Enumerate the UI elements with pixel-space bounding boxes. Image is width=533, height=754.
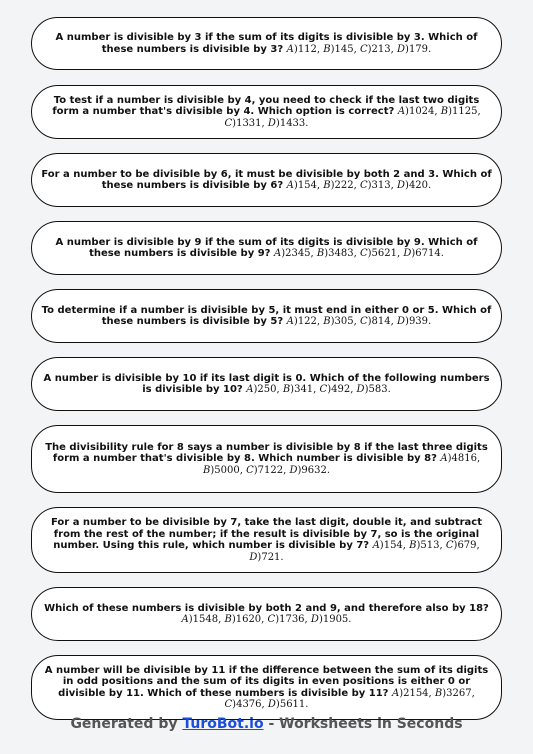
option-value: 222 bbox=[334, 180, 354, 191]
option-value: 341 bbox=[294, 384, 314, 395]
question-card bbox=[31, 655, 502, 720]
option-letter: D bbox=[397, 180, 406, 191]
question-text: Which of these numbers is divisible by both 2 and 9, and therefore also by 18? bbox=[44, 602, 489, 614]
question-content bbox=[40, 169, 493, 192]
option-value: 3267 bbox=[446, 687, 472, 699]
answer-option: B)3267, bbox=[434, 687, 475, 699]
answer-option: B)5000, bbox=[202, 464, 247, 476]
answer-option: B)222, bbox=[323, 180, 360, 191]
option-value: 154 bbox=[297, 180, 317, 191]
option-letter: D bbox=[403, 248, 412, 259]
option-letter: B bbox=[282, 384, 291, 395]
option-letter: D bbox=[289, 464, 298, 476]
option-letter: C bbox=[246, 464, 254, 476]
option-value: 5000 bbox=[214, 464, 240, 476]
answer-option: B)1125, bbox=[440, 106, 481, 118]
answer-option: B)305, bbox=[323, 316, 360, 327]
question-text: For a number to be divisible by 7, take the last digit, double it, and subtract from the rest of the number; if the result is divisible by 7, so is the original number. Using this rule, which number is divisible by 7? bbox=[50, 517, 482, 551]
option-value: 1125 bbox=[452, 106, 478, 118]
option-letter: D bbox=[397, 316, 406, 327]
answer-option: D)5611. bbox=[267, 699, 309, 710]
option-letter: B bbox=[316, 248, 325, 259]
question-content bbox=[40, 373, 493, 396]
question-text: A number will be divisible by 11 if the difference between the sum of its digits in odd positions and the sum of its digits in even positions is either 0 or divisible by 11. Which of these numbers is divisible by 11? bbox=[44, 664, 489, 699]
answer-option: C)1331, bbox=[224, 117, 268, 129]
option-letter: B bbox=[434, 687, 443, 699]
answer-option: A)250, bbox=[246, 384, 283, 395]
option-value: 145 bbox=[334, 43, 354, 55]
option-letter: A bbox=[397, 106, 406, 118]
option-letter: A bbox=[273, 248, 282, 259]
answer-option: D)939. bbox=[397, 316, 432, 327]
answer-option: C)213, bbox=[359, 43, 397, 55]
question-card bbox=[31, 17, 502, 70]
question-card bbox=[31, 153, 502, 207]
answer-option: C)492, bbox=[319, 384, 357, 395]
option-letter: C bbox=[445, 540, 454, 551]
answer-option: B)341, bbox=[282, 384, 320, 395]
footer-prefix: Generated by bbox=[70, 716, 178, 732]
answer-option: C)313, bbox=[359, 180, 397, 191]
option-value: 814 bbox=[371, 316, 391, 327]
option-letter: C bbox=[359, 43, 368, 55]
answer-option: B)3483, bbox=[316, 248, 360, 259]
question-content bbox=[40, 32, 493, 55]
question-text: A number is divisible by 9 if the sum of its digits is divisible by 9. Which of these numbers is divisible by 9? bbox=[55, 236, 478, 259]
footer bbox=[0, 716, 533, 732]
option-letter: D bbox=[397, 43, 406, 55]
question-text: A number is divisible by 3 if the sum of its digits is divisible by 3. Which of these numbers is divisible by 3? bbox=[55, 32, 478, 55]
question-card bbox=[31, 357, 502, 411]
footer-suffix: - Worksheets in Seconds bbox=[268, 716, 463, 732]
question-text: The divisibility rule for 8 says a number is divisible by 8 if the last three digits form a number that's divisible by 8. Which number is divisible by 8? bbox=[45, 441, 488, 465]
option-value: 213 bbox=[371, 43, 391, 55]
brand-link[interactable]: TuroBot.io bbox=[182, 716, 264, 732]
answer-option: A)154, bbox=[286, 180, 324, 191]
option-letter: C bbox=[359, 180, 368, 191]
option-value: 5621 bbox=[371, 248, 397, 259]
answer-option: B)145, bbox=[323, 43, 360, 55]
question-card bbox=[31, 221, 502, 275]
option-value: 492 bbox=[331, 384, 351, 395]
option-value: 721 bbox=[261, 551, 281, 563]
question-content bbox=[40, 665, 493, 711]
option-value: 513 bbox=[420, 540, 440, 551]
option-value: 2345 bbox=[285, 248, 311, 259]
question-text: A number is divisible by 10 if its last digit is 0. Which of the following numbers is divisible by 10? bbox=[43, 372, 490, 395]
answer-option: B)513, bbox=[409, 540, 446, 551]
option-value: 4816 bbox=[451, 453, 477, 465]
option-value: 1024 bbox=[408, 106, 435, 118]
option-letter: C bbox=[224, 117, 233, 129]
option-letter: C bbox=[319, 384, 328, 395]
option-value: 583 bbox=[368, 384, 388, 395]
option-letter: D bbox=[249, 551, 258, 563]
question-content bbox=[40, 305, 493, 328]
option-letter: B bbox=[202, 464, 211, 476]
answer-option: C)814, bbox=[359, 316, 397, 327]
question-card bbox=[31, 85, 502, 139]
option-letter: C bbox=[359, 248, 368, 259]
option-value: 154 bbox=[383, 540, 403, 551]
option-letter: B bbox=[323, 180, 331, 191]
option-value: 4376 bbox=[236, 699, 262, 710]
option-letter: A bbox=[372, 540, 380, 551]
option-letter: A bbox=[181, 614, 189, 625]
option-letter: A bbox=[440, 453, 448, 465]
option-value: 679 bbox=[457, 540, 477, 551]
answer-option: A)154, bbox=[372, 540, 410, 551]
answer-option: C)1736, bbox=[267, 614, 311, 625]
option-value: 2154 bbox=[403, 687, 429, 699]
answer-option: A)122, bbox=[286, 316, 324, 327]
answer-option: A)2154, bbox=[391, 687, 435, 699]
option-letter: A bbox=[391, 687, 400, 699]
option-value: 420 bbox=[408, 180, 429, 191]
answer-option: A)112, bbox=[286, 43, 324, 55]
option-value: 179 bbox=[408, 43, 429, 55]
option-letter: C bbox=[224, 699, 233, 710]
answer-option: A)4816, bbox=[440, 453, 481, 465]
option-letter: B bbox=[323, 316, 331, 327]
option-value: 5611 bbox=[279, 699, 306, 710]
option-letter: A bbox=[246, 384, 254, 395]
option-letter: A bbox=[286, 180, 294, 191]
answer-option: D)721. bbox=[249, 551, 284, 563]
option-value: 112 bbox=[297, 43, 317, 55]
option-letter: A bbox=[286, 316, 294, 327]
answer-option: A)2345, bbox=[273, 248, 317, 259]
option-letter: B bbox=[323, 43, 331, 55]
option-letter: D bbox=[267, 117, 276, 129]
question-content bbox=[40, 237, 493, 260]
option-value: 305 bbox=[334, 316, 354, 327]
answer-option: C)679, bbox=[445, 540, 480, 551]
option-letter: D bbox=[310, 614, 319, 625]
option-value: 1905 bbox=[322, 614, 349, 625]
answer-option: D)1433. bbox=[267, 117, 309, 129]
option-value: 7122 bbox=[257, 464, 284, 476]
option-value: 939 bbox=[408, 316, 429, 327]
question-text: For a number to be divisible by 6, it must be divisible by both 2 and 3. Which of these numbers is divisible by 6? bbox=[41, 168, 492, 191]
question-card bbox=[31, 507, 502, 573]
option-letter: C bbox=[267, 614, 276, 625]
answer-option: D)6714. bbox=[403, 248, 444, 259]
option-letter: A bbox=[286, 43, 294, 55]
answer-option: D)1905. bbox=[310, 614, 352, 625]
option-letter: D bbox=[356, 384, 365, 395]
question-card bbox=[31, 289, 502, 343]
option-value: 313 bbox=[371, 180, 391, 191]
question-content bbox=[40, 95, 493, 130]
answer-option: B)1620, bbox=[224, 614, 268, 625]
option-letter: B bbox=[440, 106, 449, 118]
option-letter: C bbox=[359, 316, 368, 327]
option-value: 1620 bbox=[235, 614, 262, 625]
option-value: 1548 bbox=[192, 614, 219, 625]
question-text: To test if a number is divisible by 4, you need to check if the last two digits form a number that's divisible by 4. Which option is correct? bbox=[52, 94, 480, 118]
question-text: To determine if a number is divisible by 5, it must end in either 0 or 5. Which of these numbers is divisible by 5? bbox=[41, 304, 492, 327]
question-content bbox=[40, 442, 493, 477]
option-value: 3483 bbox=[328, 248, 354, 259]
answer-option: A)1548, bbox=[181, 614, 225, 625]
option-letter: B bbox=[409, 540, 417, 551]
option-value: 9632 bbox=[301, 464, 327, 476]
answer-option: D)583. bbox=[356, 384, 391, 395]
answer-option: D)179. bbox=[397, 43, 432, 55]
option-letter: B bbox=[224, 614, 232, 625]
answer-option: C)5621, bbox=[359, 248, 404, 259]
answer-option: C)7122, bbox=[246, 464, 290, 476]
answer-option: D)9632. bbox=[289, 464, 331, 476]
option-value: 250 bbox=[257, 384, 277, 395]
option-value: 1331 bbox=[236, 117, 262, 129]
question-content bbox=[40, 603, 493, 626]
option-value: 1736 bbox=[279, 614, 305, 625]
option-value: 6714 bbox=[415, 248, 441, 259]
answer-option: D)420. bbox=[397, 180, 432, 191]
option-letter: D bbox=[267, 699, 276, 710]
option-value: 1433 bbox=[279, 117, 306, 129]
option-value: 122 bbox=[297, 316, 317, 327]
question-content bbox=[40, 517, 493, 563]
answer-option: A)1024, bbox=[397, 106, 441, 118]
question-card bbox=[31, 425, 502, 493]
answer-option: C)4376, bbox=[224, 699, 268, 710]
question-card bbox=[31, 587, 502, 641]
